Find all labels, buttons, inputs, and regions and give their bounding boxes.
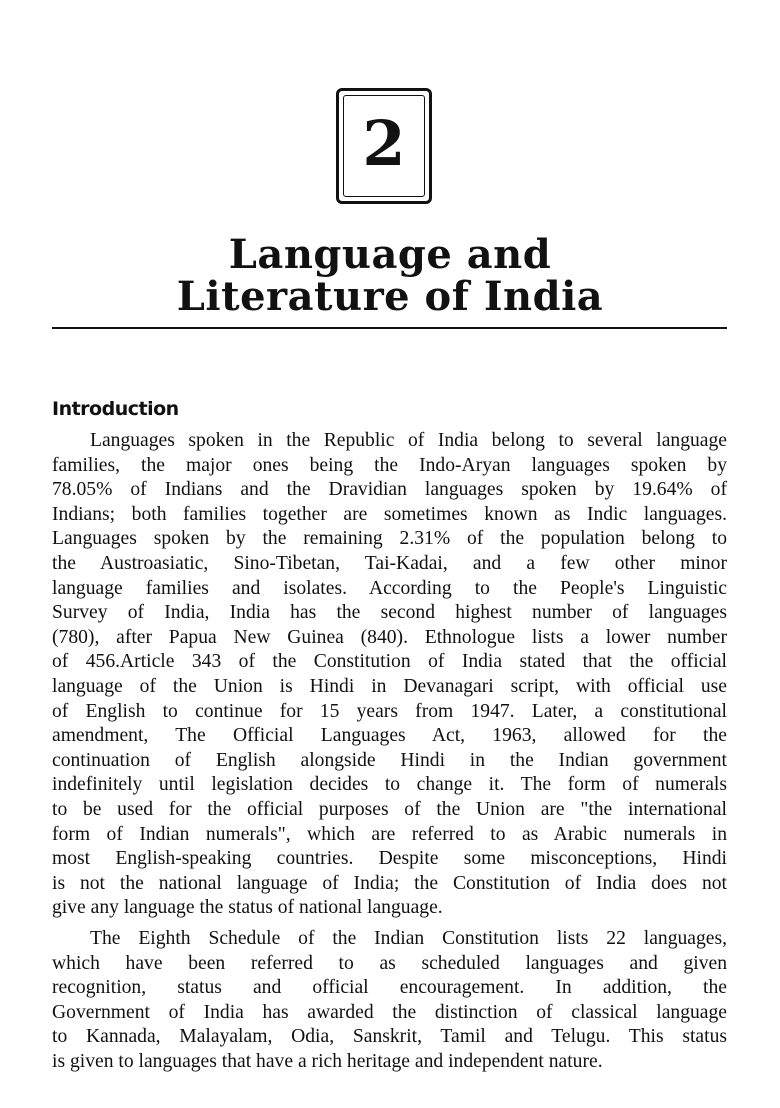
text-line: to Kannada, Malayalam, Odia, Sanskrit, Tamil and Telugu. This status <box>52 1026 727 1048</box>
text-line: (780), after Papua New Guinea (840). Ethnologue lists a lower number <box>52 626 727 648</box>
text-line: language families and isolates. According to the People's Linguistic <box>52 577 727 599</box>
chapter-title-line-1: Language and <box>228 231 552 278</box>
text-line: Languages spoken by the remaining 2.31% of the population belong to <box>52 528 727 550</box>
text-line: Languages spoken in the Republic of India belong to several language <box>90 430 727 451</box>
paragraph-1 <box>52 429 727 921</box>
chapter-number-box <box>336 88 432 204</box>
chapter-title-line-2: Literature of India <box>176 273 604 320</box>
section-heading: Introduction <box>52 398 179 420</box>
chapter-number: 2 <box>362 107 406 180</box>
text-line: most English-speaking countries. Despite some misconceptions, Hindi <box>52 848 727 870</box>
text-line: Indians; both families together are sometimes known as Indic languages. <box>52 503 727 525</box>
text-line: is given to languages that have a rich heritage and independent nature. <box>52 1050 603 1072</box>
text-line: form of Indian numerals", which are referred to as Arabic numerals in <box>52 823 727 845</box>
text-line: amendment, The Official Languages Act, 1963, allowed for the <box>52 725 727 747</box>
text-line: Government of India has awarded the distinction of classical language <box>52 1001 727 1023</box>
text-line: Survey of India, India has the second highest number of languages <box>52 602 727 624</box>
paragraph-2 <box>52 927 727 1075</box>
text-line: The Eighth Schedule of the Indian Constitution lists 22 languages, <box>90 928 727 949</box>
text-line: indefinitely until legislation decides to change it. The form of numerals <box>52 774 727 796</box>
text-line: families, the major ones being the Indo-Aryan languages spoken by <box>52 454 727 476</box>
text-line: to be used for the official purposes of the Union are "the international <box>52 798 727 820</box>
title-divider <box>52 327 727 329</box>
text-line: language of the Union is Hindi in Devanagari script, with official use <box>52 675 727 697</box>
text-line: recognition, status and official encouragement. In addition, the <box>52 977 727 999</box>
text-line: continuation of English alongside Hindi in the Indian government <box>52 749 727 771</box>
text-line: the Austroasiatic, Sino-Tibetan, Tai-Kadai, and a few other minor <box>52 552 727 574</box>
text-line: which have been referred to as scheduled languages and given <box>52 952 727 974</box>
text-line: is not the national language of India; the Constitution of India does not <box>52 872 727 894</box>
text-line: of English to continue for 15 years from 1947. Later, a constitutional <box>52 700 727 722</box>
text-line: give any language the status of national language. <box>52 897 443 919</box>
text-line: of 456.Article 343 of the Constitution of India stated that the official <box>52 651 727 673</box>
text-line: 78.05% of Indians and the Dravidian languages spoken by 19.64% of <box>52 479 727 501</box>
